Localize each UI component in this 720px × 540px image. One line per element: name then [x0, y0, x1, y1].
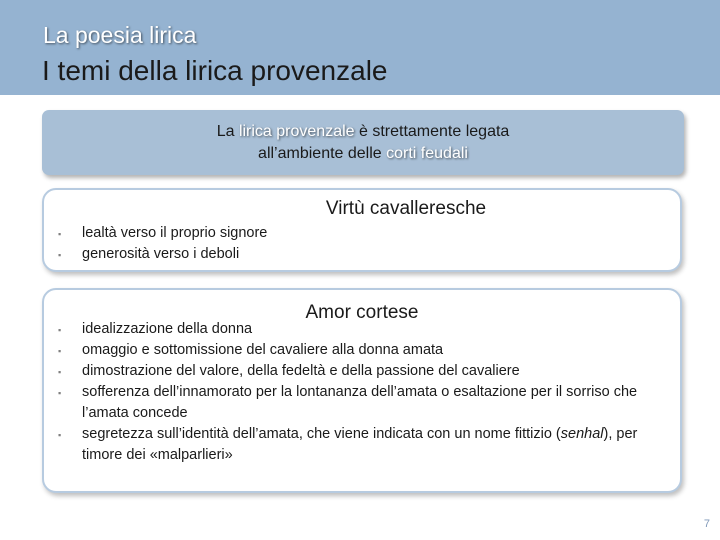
amor-list: [42, 319, 642, 466]
bullet-icon: ▪: [58, 325, 62, 335]
amor-cortese-title: Amor cortese: [305, 302, 419, 323]
list-item-text: sofferenza dell’innamorato per la lontananza dell’amata o esaltazione per il sorriso che l’amata concede: [82, 384, 638, 421]
list-item-text: generosità verso i deboli: [82, 246, 240, 262]
list-item-text: ), per timore dei «malparlieri»: [82, 426, 638, 463]
list-item-text: idealizzazione della donna: [82, 321, 253, 337]
virtu-cavalleresche-box: [42, 188, 682, 272]
slide-title: I temi della lirica provenzale: [42, 55, 388, 86]
bullet-icon: ▪: [58, 229, 62, 239]
list-item: [42, 319, 642, 340]
list-item-text: lealtà verso il proprio signore: [82, 225, 268, 241]
virtu-list: [42, 223, 642, 265]
intro-text: [217, 121, 510, 165]
list-item: [42, 361, 642, 382]
list-item: [42, 382, 642, 424]
amor-cortese-box: [42, 288, 682, 493]
bullet-icon: ▪: [58, 430, 62, 440]
list-item: [42, 424, 642, 466]
virtu-cavalleresche-title: Virtù cavalleresche: [325, 198, 487, 219]
list-item: [42, 223, 642, 244]
list-item-text: dimostrazione del valore, della fedeltà e della passione del cavaliere: [82, 363, 520, 379]
bullet-icon: ▪: [58, 367, 62, 377]
intro-text-part: La: [216, 122, 239, 140]
bullet-icon: ▪: [58, 388, 62, 398]
bullet-icon: ▪: [58, 250, 62, 260]
list-item-text: omaggio e sottomissione del cavaliere alla donna amata: [82, 342, 444, 358]
page-number: 7: [703, 518, 710, 530]
slide-subtitle: La poesia lirica: [43, 22, 197, 48]
list-item: [42, 244, 642, 265]
senhal-italic: senhal: [560, 426, 604, 442]
highlight-lirica-provenzale: lirica provenzale: [238, 122, 355, 140]
list-item-text: segretezza sull’identità dell’amata, che viene indicata con un nome fittizio (: [82, 426, 561, 442]
bullet-icon: ▪: [58, 346, 62, 356]
intro-text-part: all’ambiente delle: [258, 144, 387, 162]
slide-header: [0, 0, 720, 95]
highlight-corti-feudali: corti feudali: [386, 144, 468, 162]
list-item: [42, 340, 642, 361]
intro-text-part: è strettamente legata: [354, 122, 510, 140]
intro-box: [42, 110, 684, 175]
